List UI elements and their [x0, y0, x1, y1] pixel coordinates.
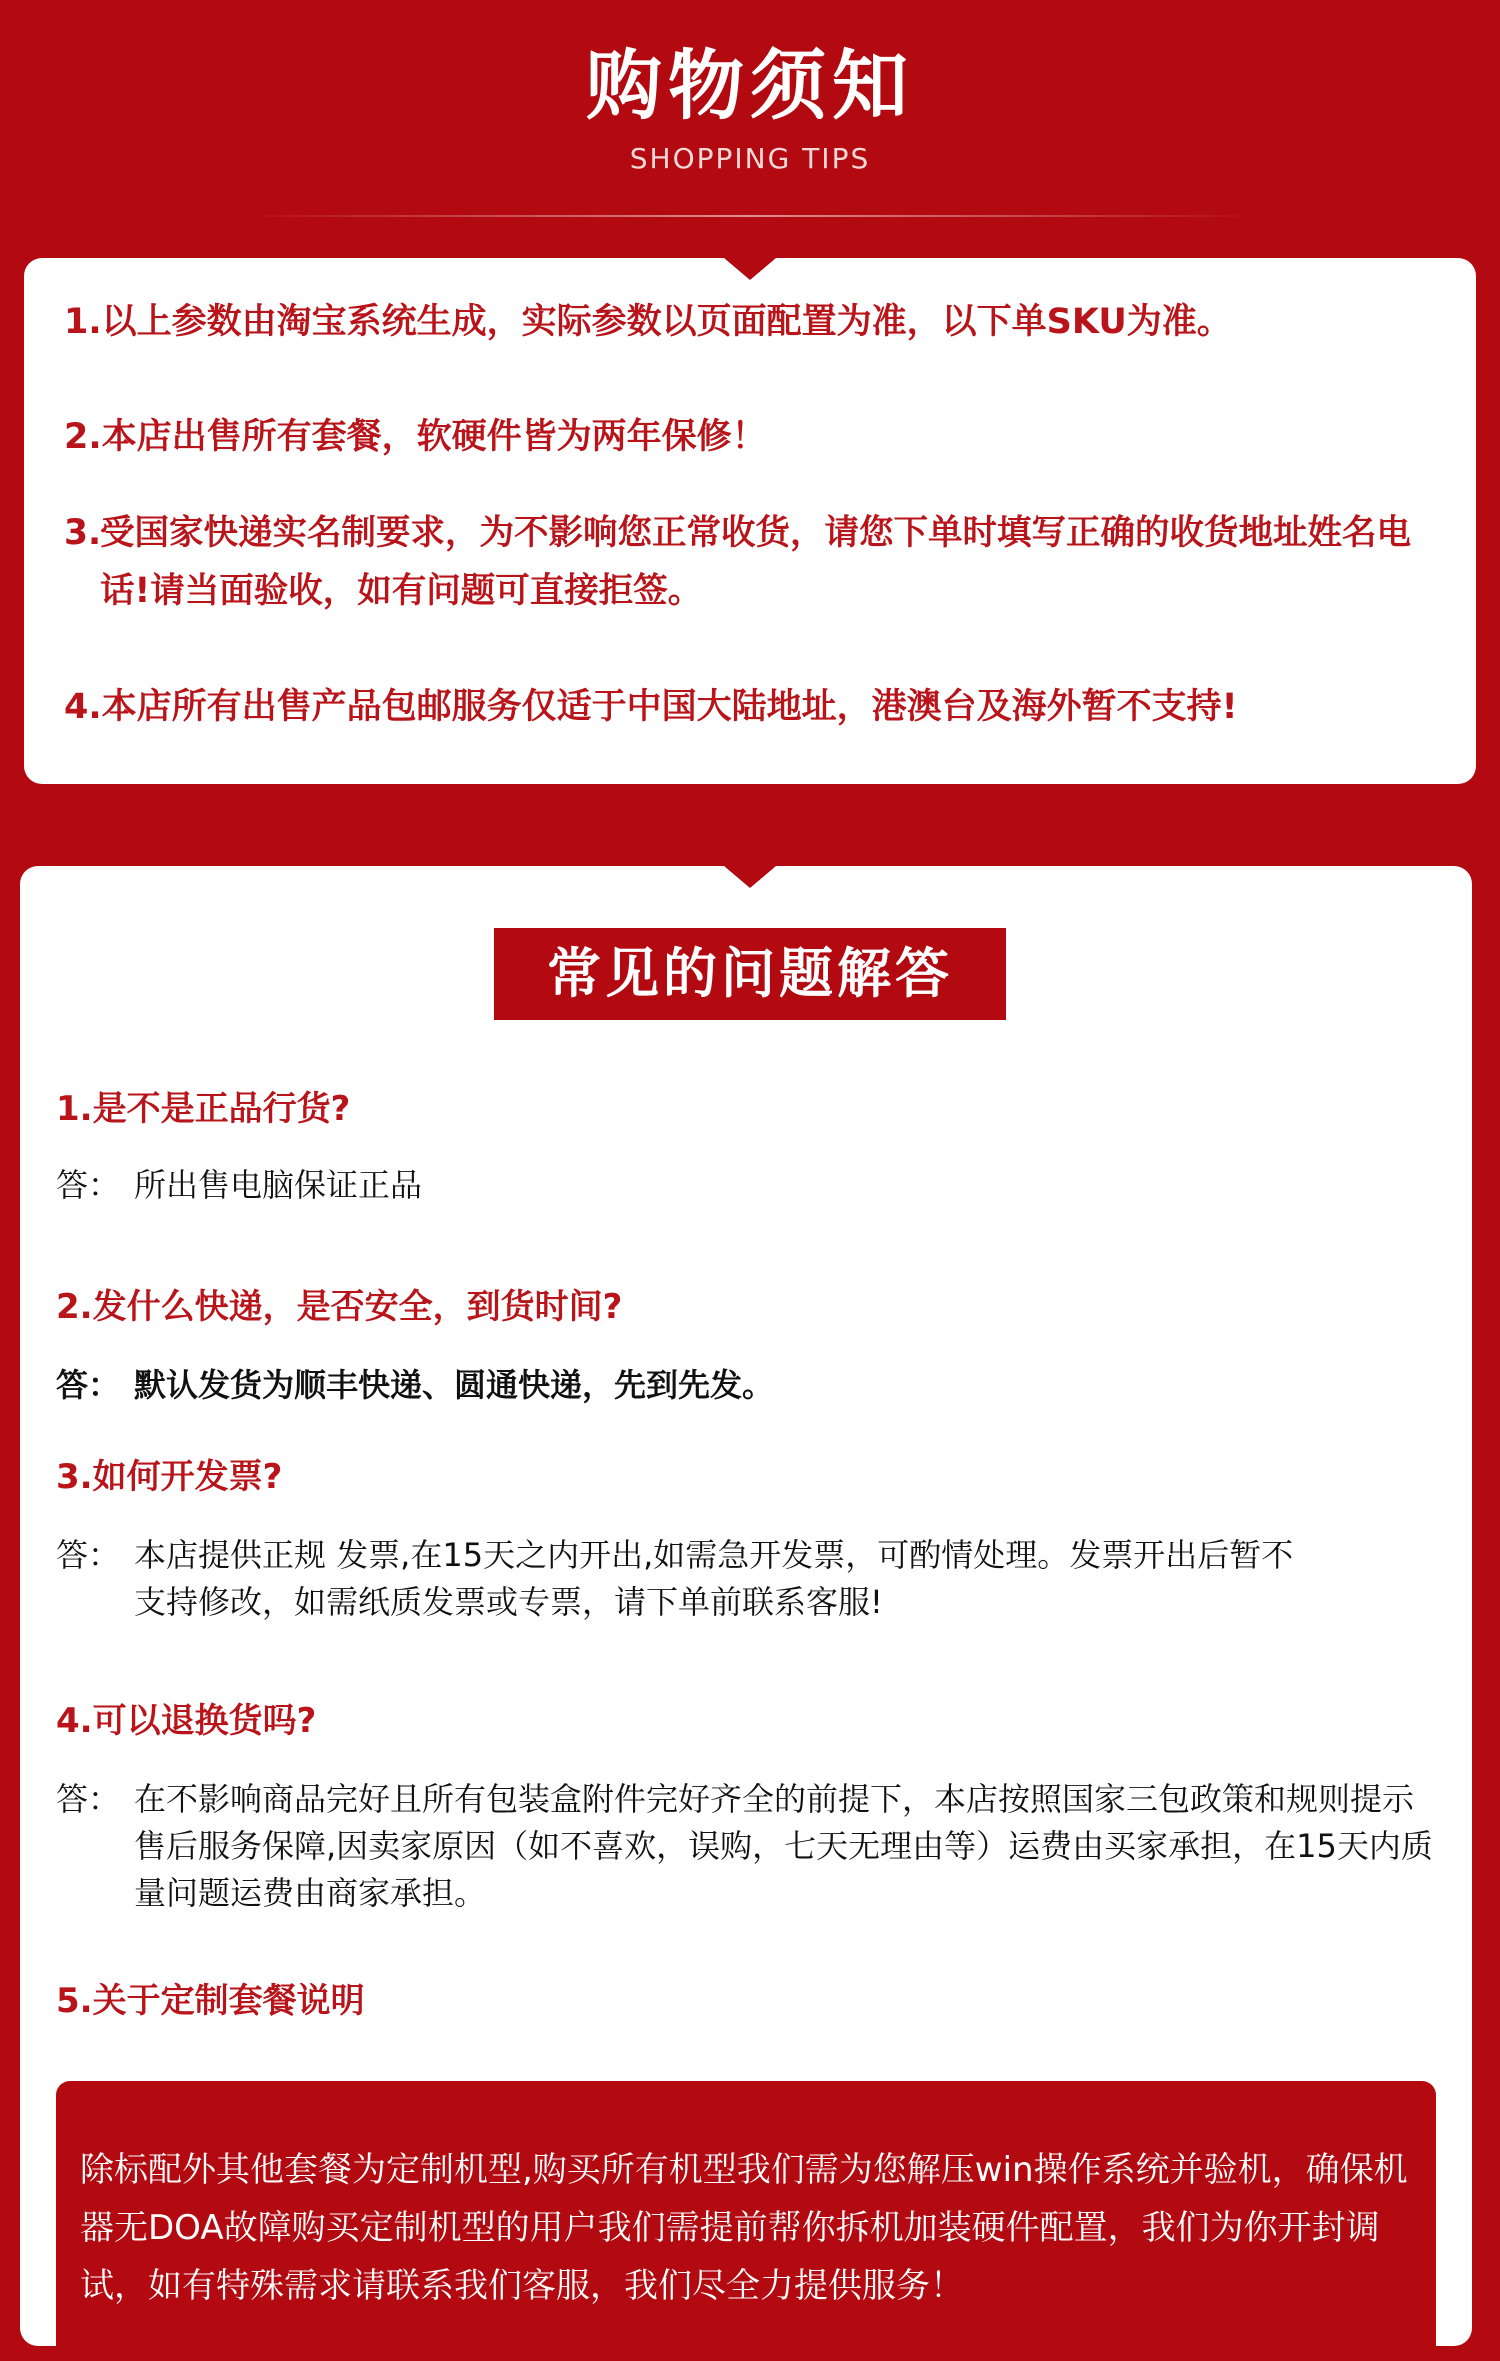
header-divider: [240, 215, 1260, 217]
page-subtitle: SHOPPING TIPS: [629, 142, 871, 175]
card-notch: [724, 258, 776, 280]
page-title: 购物须知: [586, 41, 914, 130]
card-notch: [724, 866, 776, 888]
tip-item: [64, 678, 1444, 736]
faq-question: 3.如何开发票?: [56, 1457, 283, 1497]
faq-question: 2.发什么快递，是否安全，到货时间?: [56, 1287, 623, 1327]
shopping-tips-card: [24, 258, 1476, 784]
custom-package-text: 除标配外其他套餐为定制机型,购买所有机型我们需为您解压win操作系统并验机，确保机器无DOA故障购买定制机型的用户我们需提前帮你拆机加装硬件配置，我们为你开封调试，如有特殊需求请联系我们客服，我们尽全力提供服务！: [80, 2150, 1408, 2306]
tip-number: 4.: [64, 687, 102, 727]
faq-title: 常见的问题解答: [494, 928, 1006, 1020]
answer-text: 所出售电脑保证正品: [134, 1166, 423, 1204]
answer-text: 在不影响商品完好且所有包装盒附件完好齐全的前提下，本店按照国家三包政策和规则提示售后服务保障,因卖家原因（如不喜欢，误购，七天无理由等）运费由买家承担，在15天内质量问题运费由商家承担。: [134, 1780, 1433, 1912]
answer-text: 本店提供正规 发票,在15天之内开出,如需急开发票，可酌情处理。发票开出后暂不支持修改，如需纸质发票或专票，请下单前联系客服!: [134, 1536, 1294, 1621]
answer-label: 答：: [56, 1366, 121, 1404]
custom-package-note: [56, 2081, 1436, 2361]
tip-text: 本店所有出售产品包邮服务仅适于中国大陆地址，港澳台及海外暂不支持!: [101, 687, 1238, 727]
page-header: [0, 0, 1500, 230]
tip-text: 受国家快递实名制要求，为不影响您正常收货，请您下单时填写正确的收货地址姓名电话!请当面验收，如有问题可直接拒签。: [100, 513, 1411, 611]
faq-question: 1.是不是正品行货?: [56, 1089, 351, 1129]
tip-number: 2.: [64, 417, 102, 457]
tip-item: [64, 504, 1444, 620]
tip-text: 本店出售所有套餐，软硬件皆为两年保修！: [101, 417, 767, 457]
faq-answer: [56, 1362, 1456, 1409]
answer-label: 答：: [56, 1166, 121, 1204]
faq-question: 4.可以退换货吗?: [56, 1701, 317, 1741]
faq-answer: [56, 1776, 1456, 1917]
tip-item: [64, 293, 1444, 351]
answer-text: 默认发货为顺丰快递、圆通快递，先到先发。: [134, 1366, 775, 1404]
tip-text: 以上参数由淘宝系统生成，实际参数以页面配置为准，以下单SKU为准。: [101, 302, 1232, 342]
tip-number: 1.: [64, 302, 102, 342]
tip-number: 3.: [64, 513, 102, 553]
faq-card: [20, 866, 1472, 2346]
answer-label: 答：: [56, 1780, 121, 1818]
faq-answer: [56, 1532, 1456, 1626]
answer-label: 答：: [56, 1536, 121, 1574]
faq-answer: [56, 1162, 1456, 1209]
tip-item: [64, 408, 1444, 466]
faq-question: 5.关于定制套餐说明: [56, 1981, 365, 2021]
